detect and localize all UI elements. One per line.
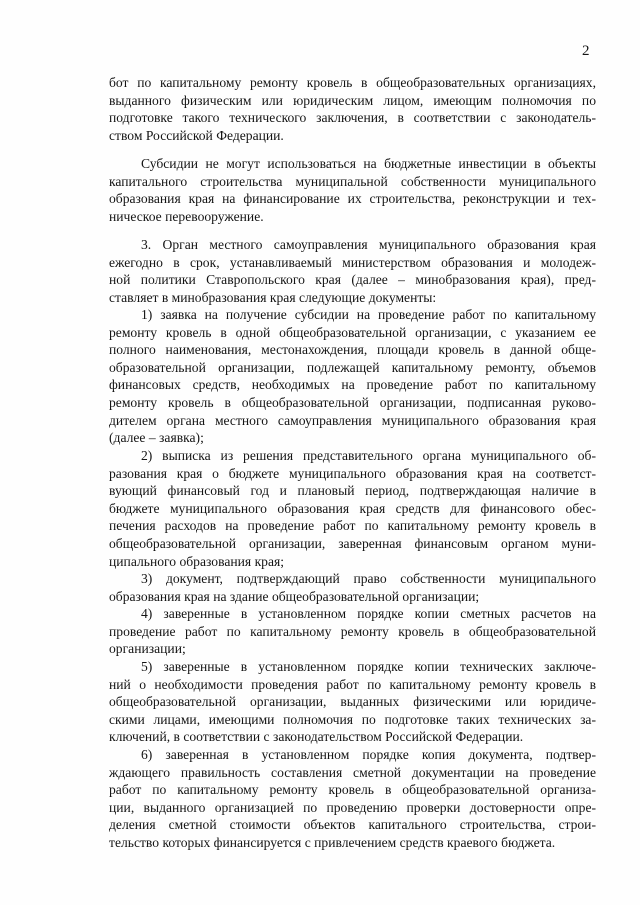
text-line: печения расходов на проведение работ по капитальному ремонту кровель в xyxy=(109,518,596,534)
text-line: финансовых средств, необходимых на проведение работ по капитальному xyxy=(109,377,596,393)
text-line: ждающего правильность составления сметной документации на проведение xyxy=(109,764,596,780)
text-line: бюджете муниципального образования края средств для финансового обес- xyxy=(109,500,596,516)
text-line: ежегодно в срок, устанавливаемый министерством образования и молодеж- xyxy=(109,254,596,270)
text-line: разования края о бюджете муниципального образования края на соответст- xyxy=(109,465,596,481)
text-line: 5) заверенные в установленном порядке копии технических заключе- xyxy=(141,659,596,674)
text-line: тельство которых финансируется с привлечением средств краевого бюджета. xyxy=(109,834,556,850)
text-line: организации; xyxy=(109,641,186,657)
text-line: образования края на здание общеобразовательной организации; xyxy=(109,588,480,604)
text-line: ством Российской Федерации. xyxy=(109,127,284,143)
text-line: общеобразовательной организации, заверенная финансовым органом муни- xyxy=(109,535,596,551)
text-line: дителем органа местного самоуправления муниципального образования края xyxy=(109,412,596,428)
text-line: деления сметной стоимости объектов капитального строительства, строи- xyxy=(109,817,596,833)
paragraph-continuation xyxy=(109,74,596,144)
list-item-6 xyxy=(109,746,596,852)
list-item-2 xyxy=(109,447,596,570)
text-line: выданного физическим или юридическим лицом, имеющим полномочия по xyxy=(109,92,596,108)
text-line: ремонту кровель в одной общеобразовательной организации, с указанием ее xyxy=(109,324,596,340)
text-line: 6) заверенная в установленном порядке копия документа, подтвер- xyxy=(141,747,596,762)
text-line: общеобразовательной организации, выданных физическими или юридиче- xyxy=(109,694,596,710)
text-line: образовательной организации, подлежащей капитальному ремонту, объемов xyxy=(109,359,596,375)
text-line: ставляет в минобразования края следующие документы: xyxy=(109,289,437,305)
text-line: подготовке такого технического заключения, в соответствии с законодатель- xyxy=(109,110,596,126)
text-line: 2) выписка из решения представительного органа муниципального об- xyxy=(141,448,596,463)
text-line: ципального образования края; xyxy=(109,553,285,569)
text-line: ключений, в соответствии с законодательством Российской Федерации. xyxy=(109,729,524,745)
text-line: ной политики Ставропольского края (далее – минобразования края), пред- xyxy=(109,272,596,288)
text-line: (далее – заявка); xyxy=(109,430,204,446)
text-line: образования края на финансирование их строительства, реконструкции и тех- xyxy=(109,191,596,207)
text-line: вующий финансовый год и плановый период, подтверждающая наличие в xyxy=(109,483,596,499)
text-line: бот по капитальному ремонту кровель в общеобразовательных организациях, xyxy=(109,75,596,90)
text-line: скими лицами, имеющими полномочия по подготовке таких технических за- xyxy=(109,711,596,727)
text-line: ническое перевооружение. xyxy=(109,208,264,224)
text-line: 1) заявка на получение субсидии на проведение работ по капитальному xyxy=(141,307,596,322)
page-number: 2 xyxy=(582,43,590,59)
text-line: 4) заверенные в установленном порядке копии сметных расчетов на xyxy=(141,606,596,621)
text-line: 3. Орган местного самоуправления муниципального образования края xyxy=(141,237,596,252)
list-item-5 xyxy=(109,658,596,746)
text-line: проведение работ по капитальному ремонту кровель в общеобразовательной xyxy=(109,623,596,639)
text-line: ний о необходимости проведения работ по капитальному ремонту кровель в xyxy=(109,676,596,692)
list-item-4 xyxy=(109,605,596,658)
text-line: капитального строительства муниципальной собственности муниципального xyxy=(109,173,596,189)
text-line: Субсидии не могут использоваться на бюджетные инвестиции в объекты xyxy=(141,156,596,171)
list-item-1 xyxy=(109,306,596,447)
paragraph-item-3 xyxy=(109,236,596,306)
list-item-3 xyxy=(109,570,596,605)
paragraph-subsidies xyxy=(109,155,596,225)
text-line: работ по капитальному ремонту кровель в общеобразовательной организа- xyxy=(109,782,596,798)
text-line: ции, выданного организацией по проведению проверки достоверности опре- xyxy=(109,799,596,815)
text-line: полного наименования, местонахождения, площади кровель в данной обще- xyxy=(109,342,596,358)
text-line: 3) документ, подтверждающий право собственности муниципального xyxy=(141,571,596,586)
text-line: ремонту кровель в общеобразовательной организации, подписанная руково- xyxy=(109,394,596,410)
